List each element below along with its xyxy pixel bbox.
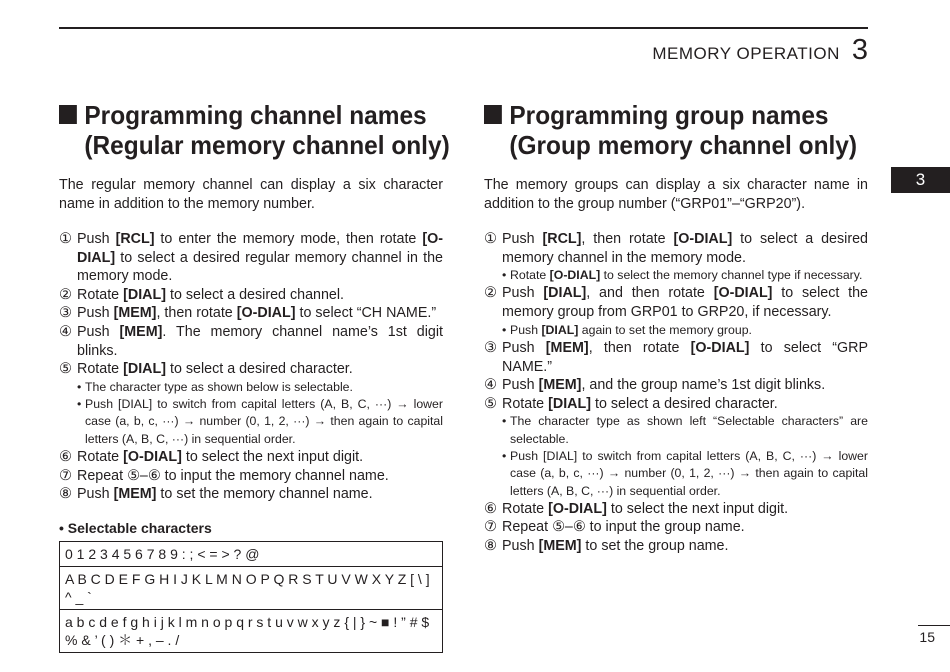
step-number: ⑦ [484, 519, 497, 536]
right-steps [484, 230, 868, 556]
section-title: MEMORY OPERATION [652, 44, 840, 63]
table-row [60, 566, 443, 609]
table-cell: 0 1 2 3 4 5 6 7 8 9 : ; < = > ? @ [60, 541, 443, 566]
step-text: Push [MEM] to set the memory channel name. [77, 486, 373, 503]
right-step-3 [484, 339, 868, 376]
step-text: Repeat ⑤–⑥ to input the memory channel name. [77, 467, 389, 484]
step-text: Push [DIAL], and then rotate [O-DIAL] to select the memory group from GRP01 to GRP20, if necessary. [502, 285, 868, 321]
chapter-number: 3 [851, 34, 868, 66]
right-heading [484, 100, 858, 160]
right-column [484, 100, 868, 556]
left-step-1 [59, 230, 443, 286]
square-bullet-icon [59, 105, 77, 124]
left-step-6 [59, 448, 443, 467]
step-notes [77, 379, 443, 448]
step-text: Rotate [O-DIAL] to select the next input digit. [77, 448, 364, 465]
left-intro: The regular memory channel can display a six character name in addition to the memory number. [59, 177, 443, 212]
note-item: • Push [DIAL] to switch from capital letters (A, B, C, ···) → lower case (a, b, c, ···) → number (0, 1, 2, ···) → then again to capital letters (A, B, C, ···) in sequential order. [502, 448, 868, 500]
step-number: ① [59, 231, 72, 247]
step-text: Push [MEM], and the group name’s 1st digit blinks. [502, 377, 826, 394]
step-text: Push [MEM], then rotate [O-DIAL] to select “CH NAME.” [77, 305, 437, 322]
right-step-5 [484, 395, 868, 500]
right-step-6 [484, 500, 868, 519]
step-number: ④ [484, 377, 497, 394]
left-step-2 [59, 286, 443, 305]
step-number: ⑦ [59, 467, 72, 484]
step-number: ② [484, 285, 497, 302]
step-number: ③ [484, 339, 497, 356]
left-title-line1: Programming channel names [84, 100, 427, 130]
right-step-1 [484, 230, 868, 284]
step-text: Repeat ⑤–⑥ to input the group name. [502, 519, 745, 536]
footer-rule [918, 625, 950, 626]
step-number: ④ [59, 323, 72, 340]
step-number: ① [484, 231, 497, 247]
chapter-tab: 3 [891, 167, 950, 193]
note-item: • Rotate [O-DIAL] to select the memory channel type if necessary. [502, 267, 868, 284]
left-step-8 [59, 485, 443, 504]
selectable-characters-table [59, 541, 443, 653]
step-number: ⑤ [59, 361, 72, 378]
step-number: ⑥ [484, 500, 497, 517]
selectable-heading: • Selectable characters [59, 519, 212, 536]
step-number: ⑧ [59, 486, 72, 503]
step-text: Push [RCL], then rotate [O-DIAL] to select a desired memory channel in the memory mode. [502, 231, 868, 266]
running-header [652, 34, 868, 67]
left-step-7 [59, 467, 443, 486]
left-title-line2: (Regular memory channel only) [84, 130, 450, 160]
note-item: • The character type as shown below is selectable. [77, 379, 443, 396]
table-cell: A B C D E F G H I J K L M N O P Q R S T U V W X Y Z [ \ ] ^ _ ` [60, 566, 443, 609]
left-step-4 [59, 323, 443, 360]
step-text: Push [MEM]. The memory channel name’s 1st digit blinks. [77, 323, 443, 359]
table-row [60, 541, 443, 566]
step-number: ⑥ [59, 448, 72, 465]
step-text: Rotate [DIAL] to select a desired channel. [77, 286, 345, 303]
right-step-4 [484, 376, 868, 395]
right-step-2 [484, 284, 868, 338]
step-text: Rotate [DIAL] to select a desired character. [77, 361, 353, 378]
step-number: ⑤ [484, 395, 497, 412]
step-notes [502, 267, 868, 284]
step-text: Rotate [DIAL] to select a desired character. [502, 395, 778, 412]
header-rule [59, 27, 868, 29]
note-item: • Push [DIAL] to switch from capital letters (A, B, C, ···) → lower case (a, b, c, ···) → number (0, 1, 2, ···) → then again to capital letters (A, B, C, ···) in sequential order. [77, 396, 443, 448]
right-title-line1: Programming group names [509, 100, 829, 130]
table-cell: a b c d e f g h i j k l m n o p q r s t u v w x y z { | } ~ ■ ! ” # $ % & ’ ( ) ＊ + , – . / [60, 609, 443, 652]
square-bullet-icon [484, 105, 502, 124]
note-item: • Push [DIAL] again to set the memory group. [502, 322, 868, 339]
right-step-8 [484, 537, 868, 556]
left-step-3 [59, 304, 443, 323]
note-item: • The character type as shown left “Selectable characters” are selectable. [502, 413, 868, 448]
left-column [59, 100, 450, 653]
step-notes [502, 413, 868, 499]
right-intro: The memory groups can display a six character name in addition to the group number (“GRP01”–“GRP20”). [484, 177, 868, 212]
step-text: Push [MEM], then rotate [O-DIAL] to select “GRP NAME.” [502, 339, 869, 375]
step-number: ③ [59, 305, 72, 322]
step-number: ⑧ [484, 538, 497, 555]
right-title-line2: (Group memory channel only) [509, 130, 858, 160]
step-text: Push [MEM] to set the group name. [502, 538, 729, 555]
step-text: Rotate [O-DIAL] to select the next input digit. [502, 500, 789, 517]
step-notes [502, 322, 868, 339]
page-number: 15 [919, 629, 935, 645]
table-row [60, 609, 443, 652]
right-step-7 [484, 518, 868, 537]
left-steps [59, 230, 443, 504]
step-number: ② [59, 286, 72, 303]
left-heading [59, 100, 450, 160]
step-text: Push [RCL] to enter the memory mode, then rotate [O-DIAL] to select a desired regular memory channel in the memory mode. [77, 231, 443, 285]
left-step-5 [59, 360, 443, 448]
